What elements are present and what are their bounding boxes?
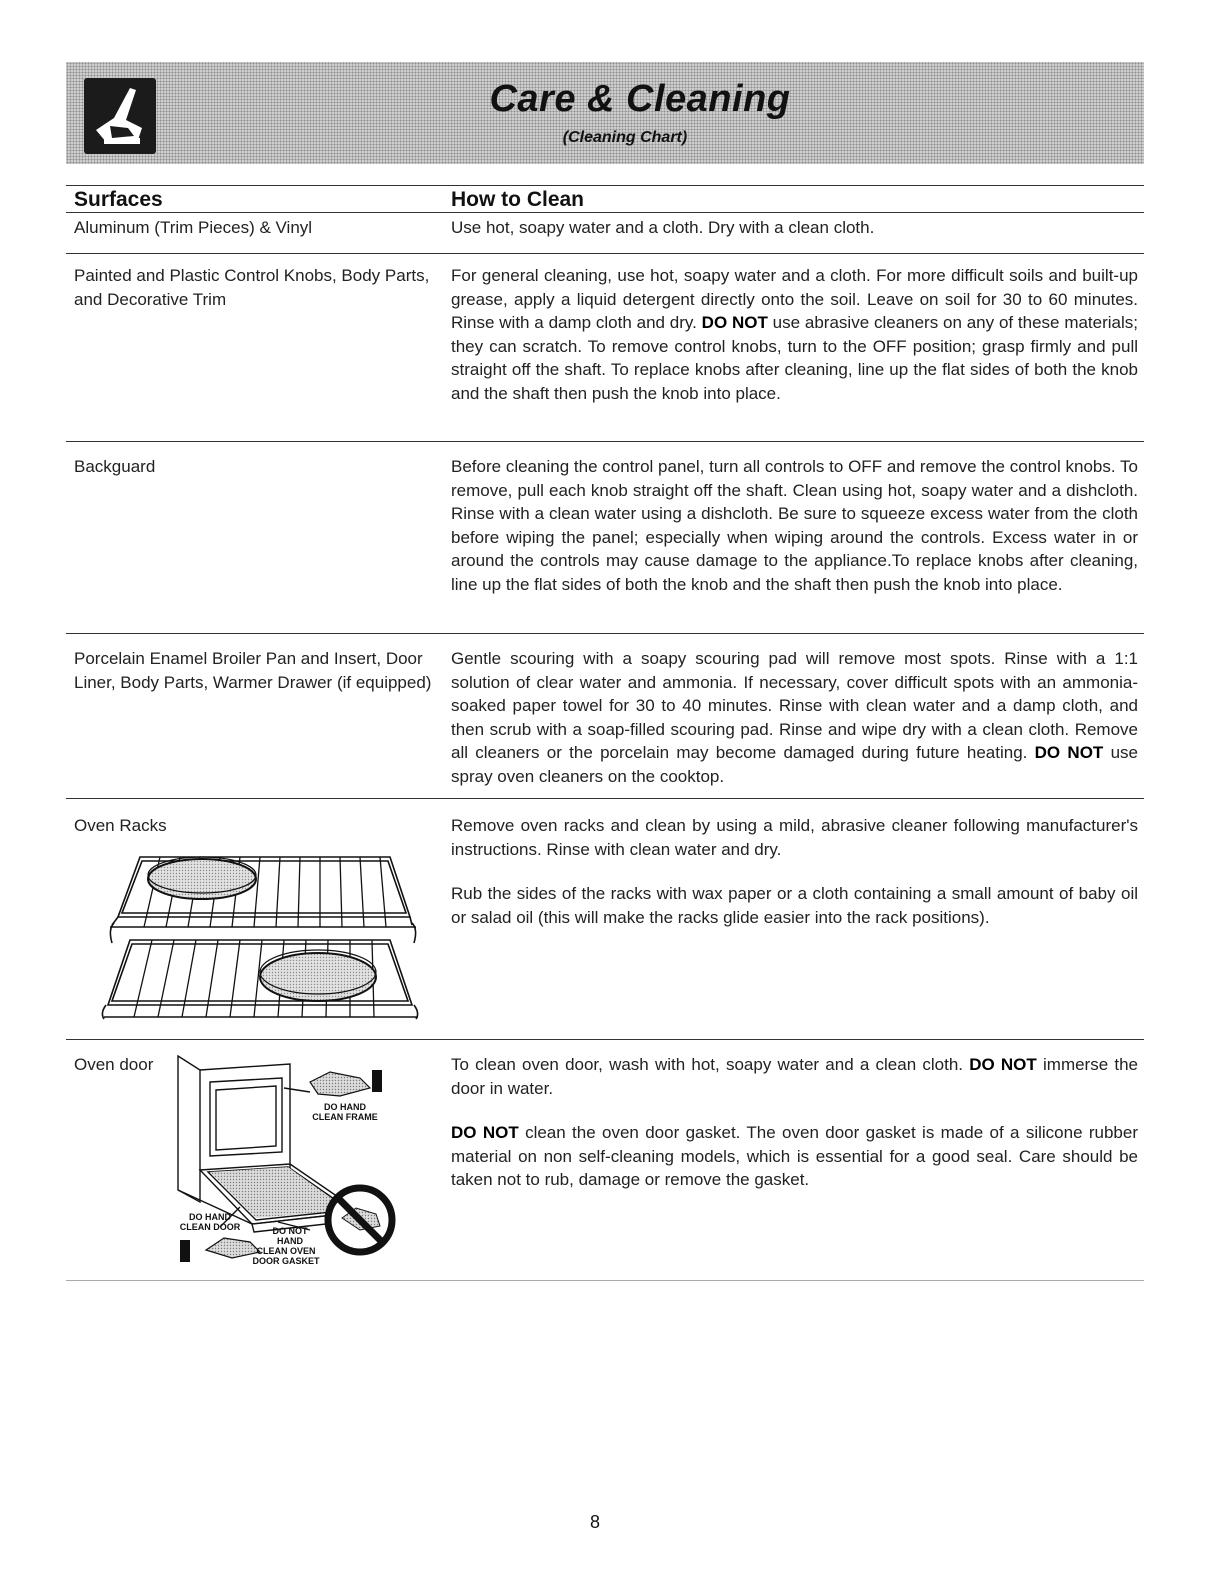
callout-text: CLEAN OVEN <box>256 1246 316 1256</box>
cleaning-instructions <box>451 264 1138 405</box>
surface-name: Painted and Plastic Control Knobs, Body Parts, and Decorative Trim <box>74 266 430 309</box>
oven-racks-illustration <box>100 845 420 1035</box>
surface-name: Porcelain Enamel Broiler Pan and Insert, Door Liner, Body Parts, Warmer Drawer (if equipped) <box>74 649 432 692</box>
instruction-paragraph: Before cleaning the control panel, turn all controls to OFF and remove the control knobs. To remove, pull each knob straight off the shaft. Clean using hot, soapy water and a dishcloth. Rinse with a clean water using a dishcloth. Be sure to squeeze excess water from the cloth before wiping the panel; especially when wiping around the controls. Excess water in or around the controls may cause damage to the appliance.To replace knobs after cleaning, line up the flat sides of both the knob and the shaft then push the knob into place. <box>451 457 1138 594</box>
oven-door-illustration <box>160 1052 410 1279</box>
hand-cloth-icon <box>180 1238 260 1262</box>
row-divider <box>66 633 1144 634</box>
callout-text: DO NOT <box>272 1226 308 1236</box>
instruction-paragraph: For general cleaning, use hot, soapy water and a cloth. For more difficult soils and built-up grease, apply a liquid detergent directly onto the soil. Leave on soil for 30 to 60 minutes. Rinse with a damp cloth and dry. DO NOT use abrasive cleaners on any of these materials; they can scratch. To remove control knobs, turn to the OFF position; grasp firmly and pull straight off the shaft. To replace knobs after cleaning, line up the flat sides of both the knob and the shaft then push the knob into place. <box>451 266 1139 403</box>
divider <box>66 212 1144 213</box>
cleaning-instructions <box>451 455 1138 596</box>
instruction-paragraph: To clean oven door, wash with hot, soapy water and a clean cloth. DO NOT immerse the door in water. <box>451 1055 1139 1098</box>
surface-name: Backguard <box>74 457 156 476</box>
cleaning-instructions <box>451 814 1138 929</box>
row-divider <box>66 798 1144 799</box>
column-header-how-to-clean: How to Clean <box>451 188 585 211</box>
surface-name: Aluminum (Trim Pieces) & Vinyl <box>74 218 313 237</box>
surface-name: Oven Racks <box>74 816 167 835</box>
cleaning-instructions <box>451 216 1138 240</box>
callout-text: CLEAN DOOR <box>179 1222 241 1232</box>
row-divider <box>66 1280 1144 1281</box>
instruction-paragraph: Rub the sides of the racks with wax paper or a cloth containing a small amount of baby oil or salad oil (this will make the racks glide easier into the rack positions). <box>451 884 1138 927</box>
instruction-paragraph: Use hot, soapy water and a cloth. Dry with a clean cloth. <box>451 218 875 237</box>
instruction-paragraph: DO NOT clean the oven door gasket. The oven door gasket is made of a silicone rubber material on non self-cleaning models, which is essential for a good seal. Care should be taken not to rub, damage or remove the gasket. <box>451 1123 1138 1189</box>
instruction-paragraph: Remove oven racks and clean by using a mild, abrasive cleaner following manufacturer's instructions. Rinse with clean water and dry. <box>451 816 1138 859</box>
hand-cloth-icon <box>310 1070 382 1096</box>
surface-name: Oven door <box>74 1055 154 1074</box>
row-divider <box>66 1039 1144 1040</box>
page-subtitle: (Cleaning Chart) <box>562 129 688 146</box>
page-number: 8 <box>589 1512 600 1532</box>
emphasis-text: DO NOT <box>701 313 768 332</box>
emphasis-text: DO NOT <box>1034 743 1104 762</box>
prohibition-icon <box>328 1188 392 1252</box>
callout-text: CLEAN FRAME <box>312 1112 378 1122</box>
row-divider <box>66 253 1144 254</box>
emphasis-text: DO NOT <box>451 1123 519 1142</box>
page-title: Care & Cleaning <box>489 78 791 120</box>
cleaning-instructions <box>451 647 1138 788</box>
emphasis-text: DO NOT <box>969 1055 1037 1074</box>
instruction-paragraph: Gentle scouring with a soapy scouring pad will remove most spots. Rinse with a 1:1 solution of clear water and ammonia. If necessary, cover difficult spots with an ammonia-soaked paper towel for 30 to 40 minutes. Rinse with clean water and a damp cloth, and then scrub with a soap-filled scouring pad. Rinse and wipe dry with a clean cloth. Remove all cleaners or the porcelain may become damaged during future heating. DO NOT use spray oven cleaners on the cooktop. <box>451 649 1138 786</box>
callout-text: DOOR GASKET <box>252 1256 320 1266</box>
cleaning-instructions <box>451 1053 1138 1192</box>
column-header-surfaces: Surfaces <box>74 188 163 211</box>
row-divider <box>66 441 1144 442</box>
header-banner <box>66 62 1144 164</box>
callout-text: HAND <box>277 1236 303 1246</box>
callout-text: DO HAND <box>189 1212 231 1222</box>
divider <box>66 185 1144 186</box>
callout-text: DO HAND <box>324 1102 366 1112</box>
